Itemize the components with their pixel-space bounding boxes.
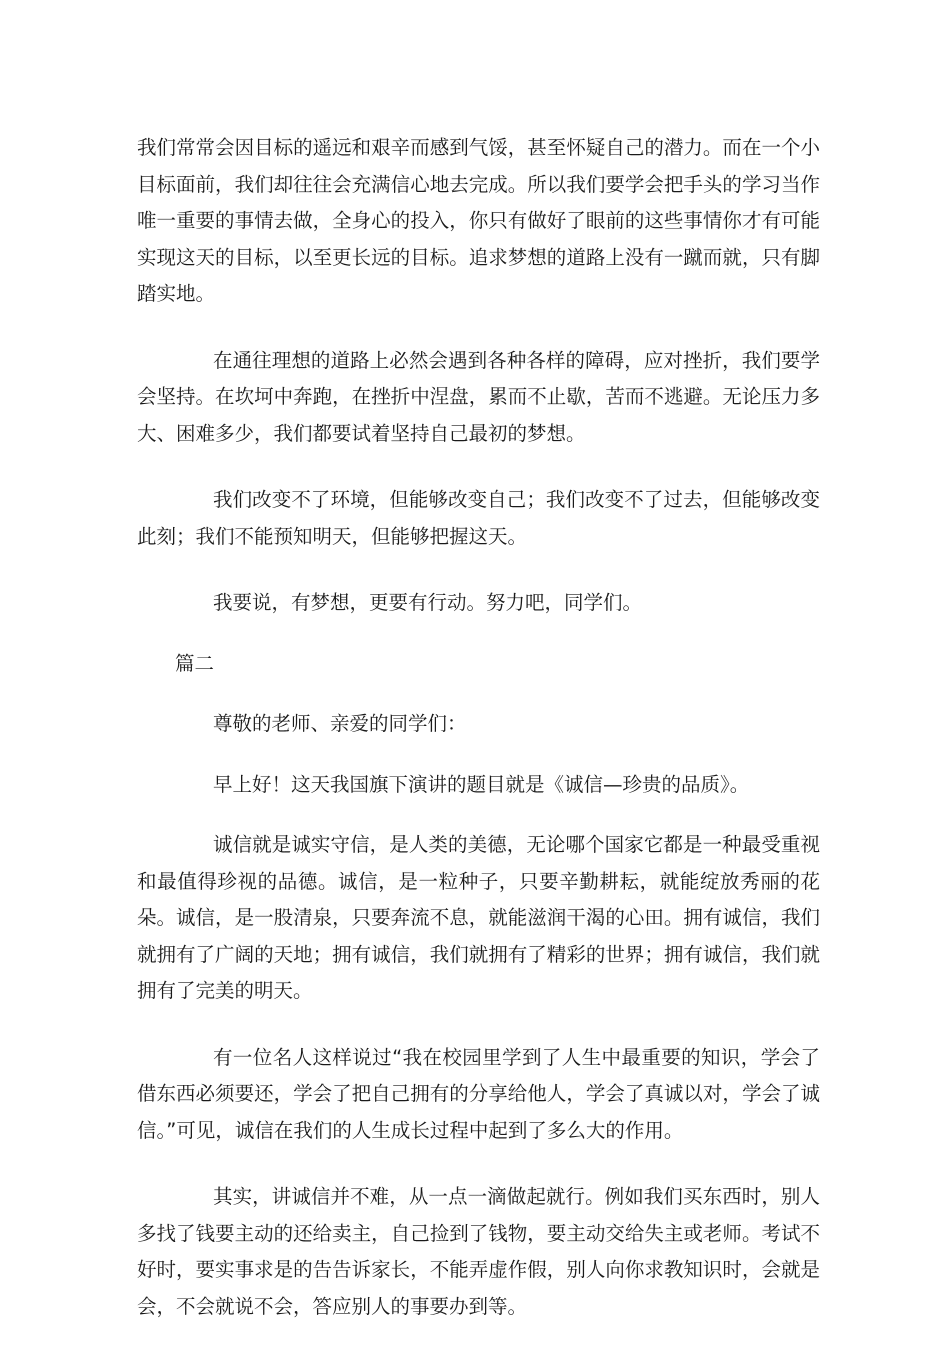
paragraph-quote: 有一位名人这样说过“我在校园里学到了人生中最重要的知识，学会了借东西必须要还，学会了把自己拥有的分享给他人，学会了真诚以对，学会了诚信。”可见，诚信在我们的人生成长过程中起到了多么大的作用。: [137, 1045, 820, 1142]
salutation: 尊敬的老师、亲爱的同学们：: [213, 712, 467, 735]
paragraph-call-to-action: 我要说，有梦想，更要有行动。努力吧，同学们。: [213, 591, 643, 614]
document-page: [137, 130, 820, 1355]
paragraph-goals: 我们常常会因目标的遥远和艰辛而感到气馁，甚至怀疑自己的潜力。而在一个小目标面前，我们却往往会充满信心地去完成。所以我们要学会把手头的学习当作唯一重要的事情去做，全身心的投入，你只有做好了眼前的这些事情你才有可能实现这天的目标，以至更长远的目标。追求梦想的道路上没有一蹴而就，只有脚踏实地。: [137, 136, 820, 305]
paragraph-practice: 其实，讲诚信并不难，从一点一滴做起就行。例如我们买东西时，别人多找了钱要主动的还给卖主，自己捡到了钱物，要主动交给失主或老师。考试不好时，要实事求是的告告诉家长，不能弄虚作假，别人向你求教知识时，会就是会，不会就说不会，答应别人的事要办到等。: [137, 1185, 820, 1318]
paragraph-integrity-definition: 诚信就是诚实守信，是人类的美德，无论哪个国家它都是一种最受重视和最值得珍视的品德。诚信，是一粒种子，只要辛勤耕耘，就能绽放秀丽的花朵。诚信，是一股清泉，只要奔流不息，就能滋润干渴的心田。拥有诚信，我们就拥有了广阔的天地；拥有诚信，我们就拥有了精彩的世界；拥有诚信，我们就拥有了完美的明天。: [137, 833, 820, 1002]
paragraph-persistence: 在通往理想的道路上必然会遇到各种各样的障碍，应对挫折，我们要学会坚持。在坎坷中奔跑，在挫折中涅盘，累而不止歇，苦而不逃避。无论压力多大、困难多少，我们都要试着坚持自己最初的梦想。: [137, 348, 820, 445]
speech-opening: 早上好！这天我国旗下演讲的题目就是《诚信—珍贵的品质》。: [213, 772, 750, 796]
paragraph-change-self: 我们改变不了环境，但能够改变自己；我们改变不了过去，但能够改变此刻；我们不能预知明天，但能够把握这天。: [137, 488, 820, 548]
section-heading: 篇二: [175, 651, 215, 675]
